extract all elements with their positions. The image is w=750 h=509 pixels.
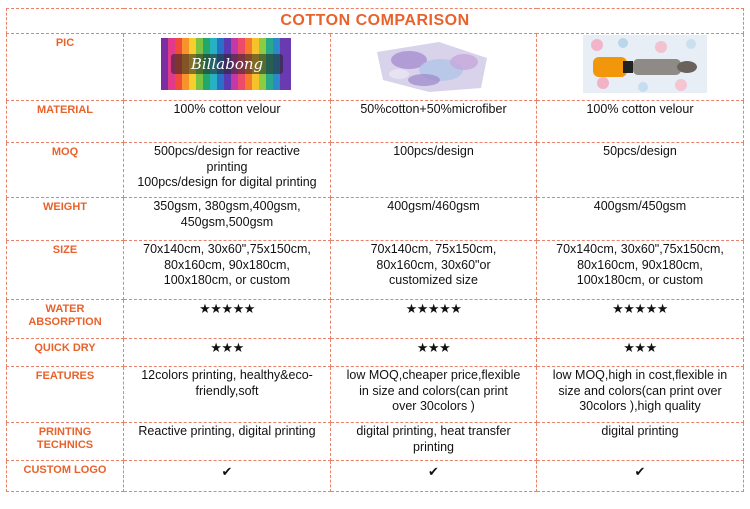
rainbow-towel-image — [161, 38, 291, 90]
person-on-towel-image — [583, 35, 707, 93]
material-value-1: 100% cotton velour — [124, 101, 331, 143]
weight-value-1: 350gsm, 380gsm,400gsm, 450gsm,500gsm — [124, 198, 331, 241]
quick-dry-stars-3: ★★★ — [537, 339, 744, 367]
size-row — [7, 241, 744, 300]
water-absorption-stars-2: ★★★★★ — [331, 300, 537, 339]
material-value-3: 100% cotton velour — [537, 101, 744, 143]
material-value-2: 50%cotton+50%microfiber — [331, 101, 537, 143]
weight-value-3: 400gsm/450gsm — [537, 198, 744, 241]
printing-value-3: digital printing — [537, 423, 744, 461]
row-label-water-absorption: WATER ABSORPTION — [7, 300, 124, 339]
printing-value-2: digital printing, heat transfer printing — [331, 423, 537, 461]
features-row — [7, 367, 744, 423]
row-label-size: SIZE — [7, 241, 124, 300]
water-absorption-stars-1: ★★★★★ — [124, 300, 331, 339]
pic-cell-1 — [124, 34, 331, 101]
row-label-features: FEATURES — [7, 367, 124, 423]
row-label-weight: WEIGHT — [7, 198, 124, 241]
row-label-custom-logo: CUSTOM LOGO — [7, 461, 124, 492]
row-label-pic: PIC — [7, 34, 124, 101]
custom-logo-check-1: ✔ — [124, 461, 331, 492]
moq-value-3: 50pcs/design — [537, 143, 744, 198]
features-value-3: low MOQ,high in cost,flexible in size and colors(can print over 30colors ),high quality — [537, 367, 744, 423]
printing-value-1: Reactive printing, digital printing — [124, 423, 331, 461]
pic-cell-3 — [537, 34, 744, 101]
comparison-table-wrapper — [6, 8, 743, 492]
water-absorption-row — [7, 300, 744, 339]
custom-logo-check-2: ✔ — [331, 461, 537, 492]
weight-value-2: 400gsm/460gsm — [331, 198, 537, 241]
moq-value-1 — [124, 143, 331, 198]
quick-dry-row — [7, 339, 744, 367]
row-label-quick-dry: QUICK DRY — [7, 339, 124, 367]
moq-value-2: 100pcs/design — [331, 143, 537, 198]
features-value-2: low MOQ,cheaper price,flexible in size and colors(can print over 30colors ) — [331, 367, 537, 423]
custom-logo-row — [7, 461, 744, 492]
quick-dry-stars-2: ★★★ — [331, 339, 537, 367]
weight-row — [7, 198, 744, 241]
quick-dry-stars-1: ★★★ — [124, 339, 331, 367]
title-row — [7, 9, 744, 34]
comparison-table — [6, 8, 744, 492]
size-value-1: 70x140cm, 30x60",75x150cm, 80x160cm, 90x180cm, 100x180cm, or custom — [124, 241, 331, 300]
row-label-material: MATERIAL — [7, 101, 124, 143]
custom-logo-check-3: ✔ — [537, 461, 744, 492]
moq-row — [7, 143, 744, 198]
features-value-1: 12colors printing, healthy&eco- friendly,soft — [124, 367, 331, 423]
size-value-2: 70x140cm, 75x150cm, 80x160cm, 30x60"or customized size — [331, 241, 537, 300]
material-row — [7, 101, 744, 143]
water-absorption-stars-3: ★★★★★ — [537, 300, 744, 339]
tie-dye-towel-image — [369, 38, 494, 94]
pic-row — [7, 34, 744, 101]
pic-cell-2 — [331, 34, 537, 101]
printing-technics-row — [7, 423, 744, 461]
moq-value-1-line-1: 500pcs/design for reactive printing — [154, 144, 300, 174]
row-label-moq: MOQ — [7, 143, 124, 198]
table-title: COTTON COMPARISON — [280, 12, 470, 29]
row-label-printing-technics: PRINTING TECHNICS — [7, 423, 124, 461]
size-value-3: 70x140cm, 30x60",75x150cm, 80x160cm, 90x180cm, 100x180cm, or custom — [537, 241, 744, 300]
title-cell — [7, 9, 744, 34]
towel-brand-text: Billabong — [190, 55, 264, 73]
moq-value-1-line-2: 100pcs/design for digital printing — [137, 175, 317, 189]
